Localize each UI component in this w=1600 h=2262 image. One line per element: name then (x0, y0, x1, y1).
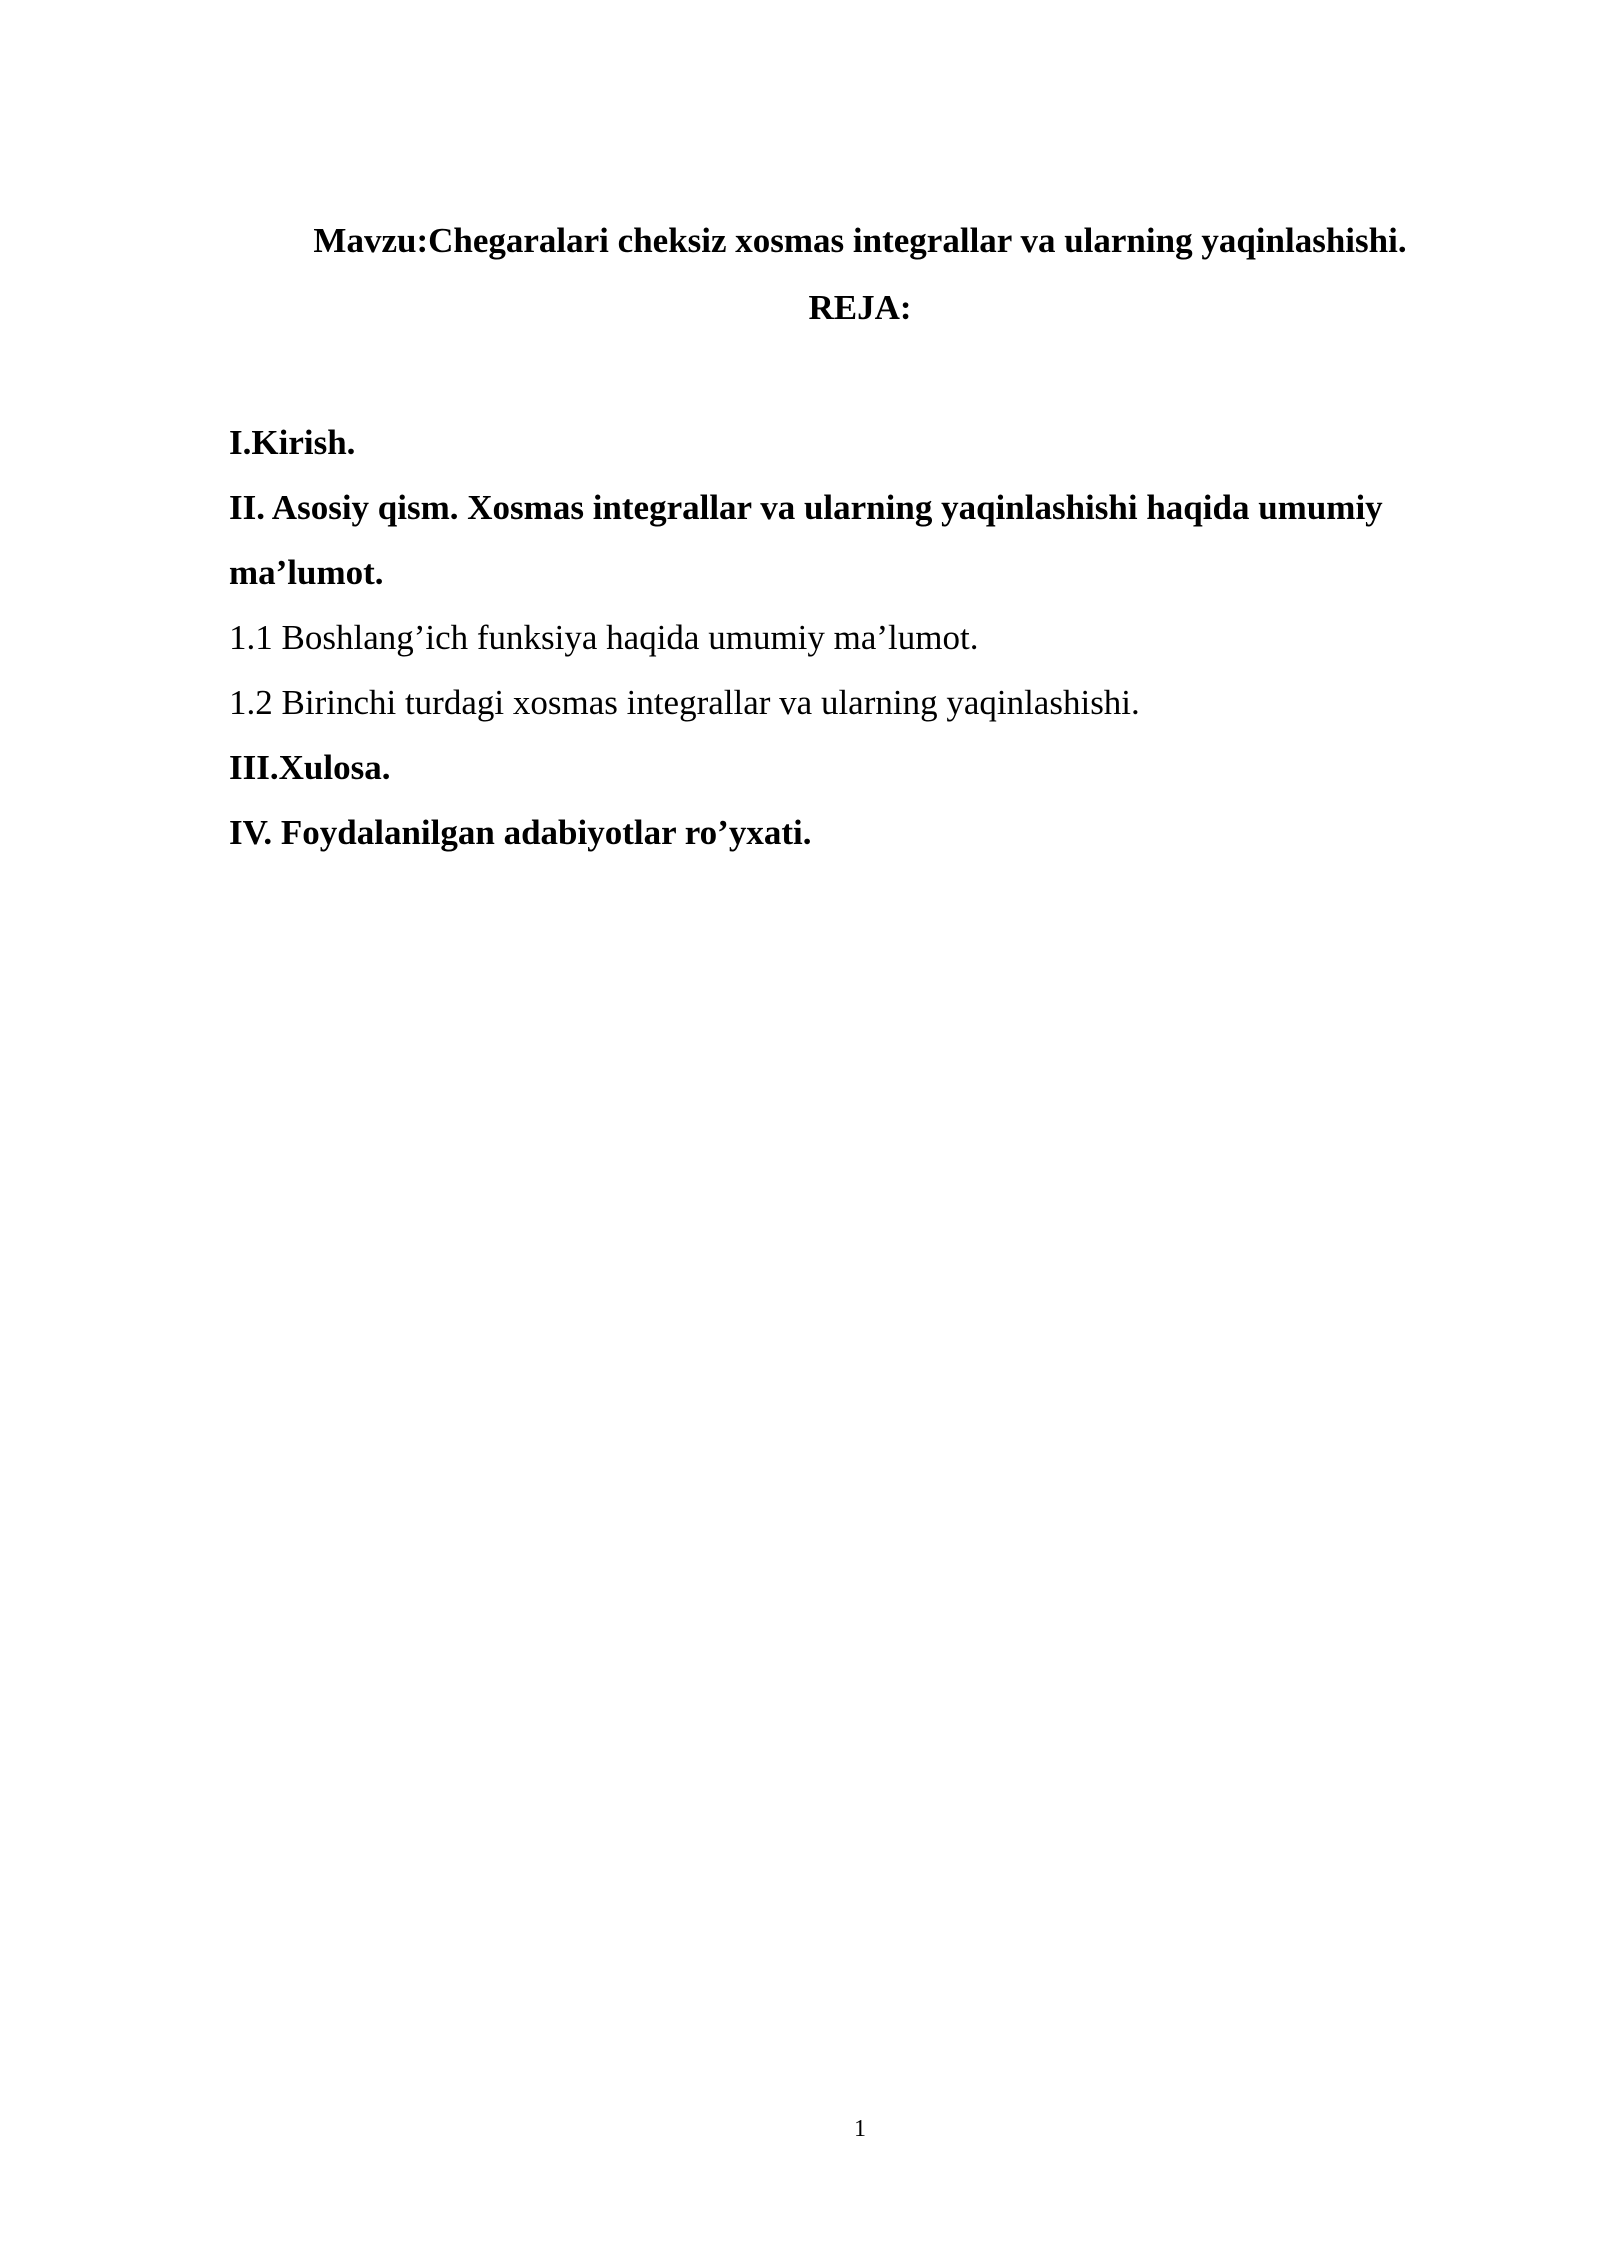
plan-item-references: IV. Foydalanilgan adabiyotlar ro’yxati. (229, 813, 812, 852)
plan-item-main-part-continued: ma’lumot. (229, 553, 384, 592)
plan-item-1-2: 1.2 Birinchi turdagi xosmas integrallar va ularning yaqinlashishi. (229, 683, 1140, 722)
document-title: Mavzu:Chegaralari cheksiz xosmas integrallar va ularning yaqinlashishi. (313, 221, 1407, 260)
page-number: 1 (854, 2116, 866, 2142)
plan-item-conclusion: III.Xulosa. (229, 748, 391, 787)
plan-list (229, 410, 1519, 865)
plan-item-main-part: II. Asosiy qism. Xosmas integrallar va ularning yaqinlashishi haqida umumiy (229, 488, 1383, 527)
plan-item-1-1: 1.1 Boshlang’ich funksiya haqida umumiy ma’lumot. (229, 618, 979, 657)
plan-heading: REJA: (808, 288, 912, 327)
plan-item-introduction: I.Kirish. (229, 423, 356, 462)
